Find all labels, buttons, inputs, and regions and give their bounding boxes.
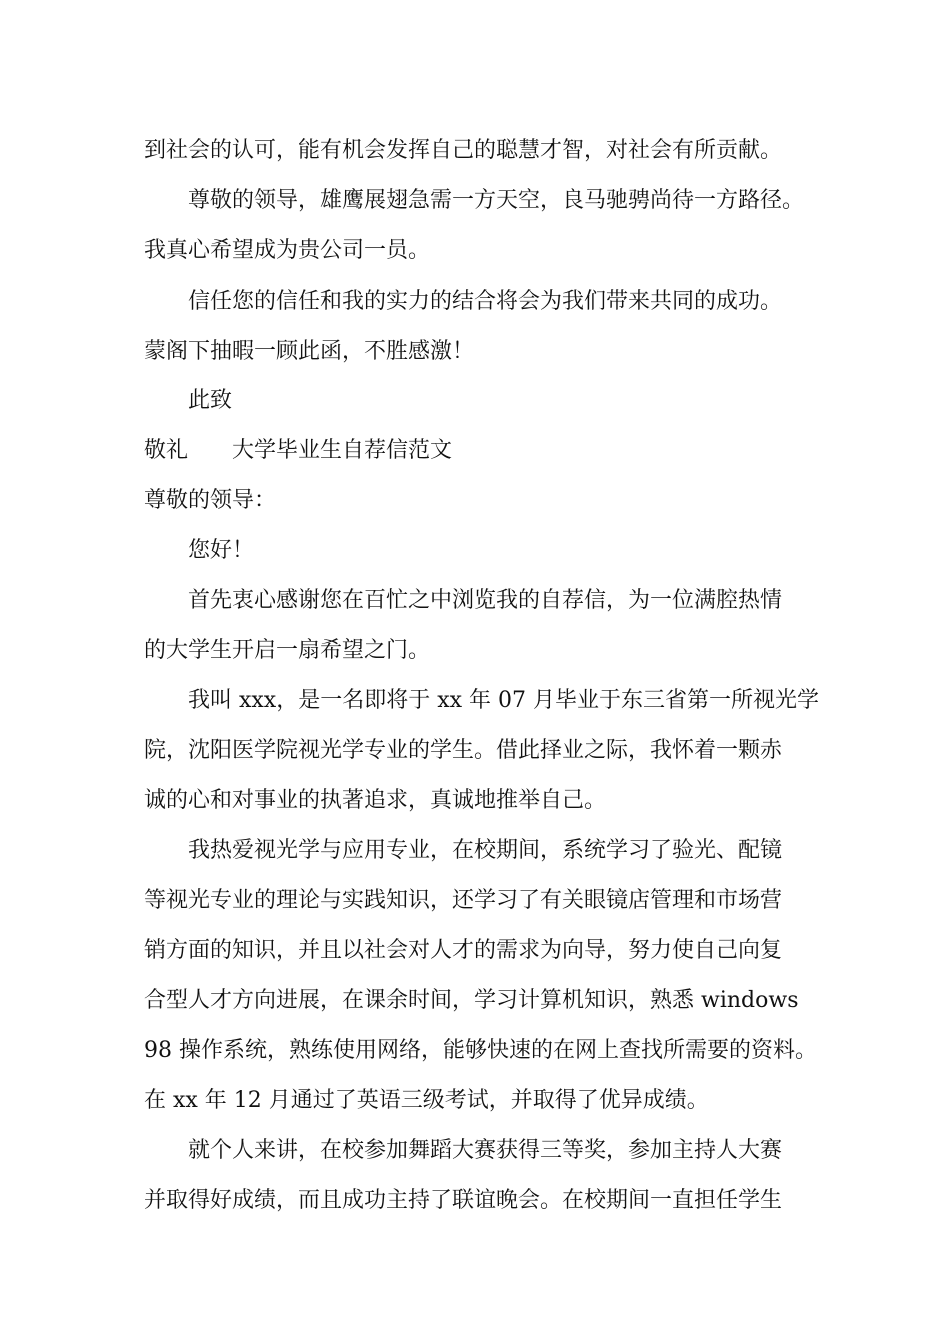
text-line: 等视光专业的理论与实践知识，还学习了有关眼镜店管理和市场营 (144, 888, 783, 913)
closing-regards: 敬礼 (144, 438, 189, 463)
text-line: 在 xx 年 12 月通过了英语三级考试，并取得了优异成绩。 (144, 1088, 709, 1113)
text-line: 信任您的信任和我的实力的结合将会为我们带来共同的成功。 (188, 289, 783, 314)
text-line: 并取得好成绩，而且成功主持了联谊晚会。在校期间一直担任学生 (144, 1188, 783, 1213)
closing-line: 此致 (188, 388, 233, 413)
text-line: 我真心希望成为贵公司一员。 (144, 238, 431, 263)
greeting-line: 尊敬的领导： (144, 488, 277, 513)
text-line: 我热爱视光学与应用专业，在校期间，系统学习了验光、配镜 (188, 838, 783, 863)
text-line: 首先衷心感谢您在百忙之中浏览我的自荐信，为一位满腔热情 (188, 588, 783, 613)
text-line: 销方面的知识，并且以社会对人才的需求为向导，努力使自己向复 (144, 938, 783, 963)
text-line: 合型人才方向进展，在课余时间，学习计算机知识，熟悉 windows (144, 988, 799, 1013)
document-title: 大学毕业生自荐信范文 (232, 438, 453, 463)
text-line: 到社会的认可，能有机会发挥自己的聪慧才智，对社会有所贡献。 (144, 138, 783, 163)
text-line: 诚的心和对事业的执著追求，真诚地推举自己。 (144, 788, 607, 813)
text-line: 的大学生开启一扇希望之门。 (144, 638, 431, 663)
text-line: 院，沈阳医学院视光学专业的学生。借此择业之际，我怀着一颗赤 (144, 738, 783, 763)
text-line: 我叫 xxx，是一名即将于 xx 年 07 月毕业于东三省第一所视光学 (188, 688, 819, 713)
text-line: 蒙阁下抽暇一顾此函，不胜感激！ (144, 339, 475, 364)
text-line: 就个人来讲，在校参加舞蹈大赛获得三等奖，参加主持人大赛 (188, 1138, 783, 1163)
greeting-line: 您好！ (188, 538, 255, 563)
text-line: 98 操作系统，熟练使用网络，能够快速的在网上查找所需要的资料。 (144, 1038, 817, 1063)
text-line: 尊敬的领导，雄鹰展翅急需一方天空，良马驰骋尚待一方路径。 (188, 188, 805, 213)
salutation-row (144, 436, 824, 466)
